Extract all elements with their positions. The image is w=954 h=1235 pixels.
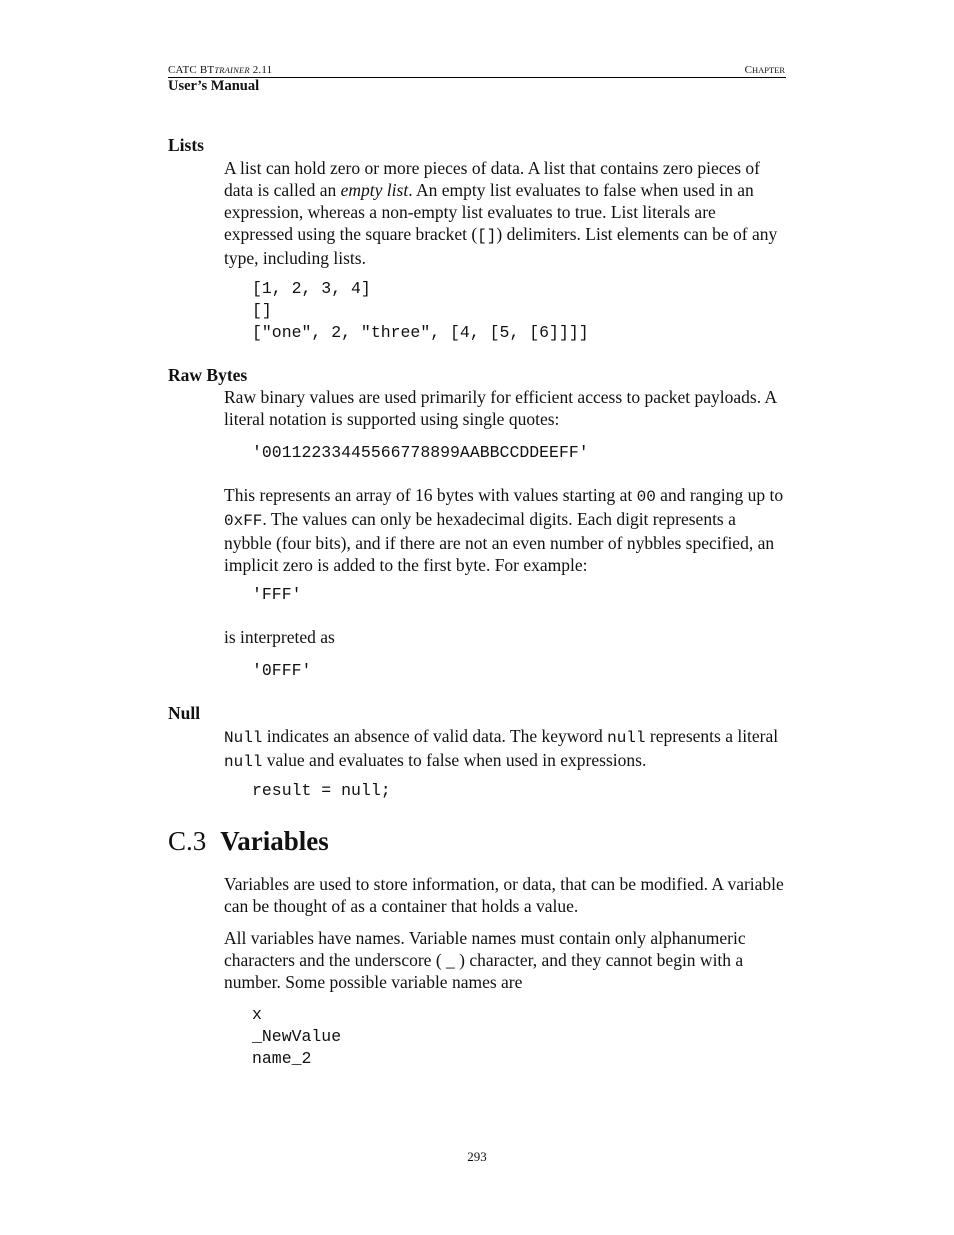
raw-bytes-code-1: '00112233445566778899AABBCCDDEEFF'	[252, 443, 589, 462]
null-paragraph	[224, 725, 786, 773]
text-run: represents a literal	[645, 726, 779, 746]
text-run: This represents an array of 16 bytes with values starting at	[224, 485, 637, 505]
code-line: name_2	[252, 1049, 312, 1068]
code-line: [1, 2, 3, 4]	[252, 279, 371, 298]
code-line: ["one", 2, "three", [4, [5, [6]]]]	[252, 323, 589, 342]
inline-code: 00	[636, 488, 656, 506]
inline-code: Null	[224, 729, 263, 747]
section-title: Variables	[220, 826, 329, 856]
chapter-label-rest: HAPTER	[751, 65, 785, 75]
raw-bytes-paragraph-1: Raw binary values are used primarily for efficient access to packet payloads. A literal notation is supported using single quotes:	[224, 387, 777, 429]
chapter-heading	[168, 826, 329, 857]
section-heading-raw-bytes: Raw Bytes	[168, 365, 248, 385]
section-heading-lists: Lists	[168, 135, 204, 155]
text-run: value and evaluates to false when used in expressions.	[262, 750, 647, 770]
manual-title: User’s Manual	[168, 78, 260, 94]
raw-bytes-paragraph-2	[224, 484, 786, 576]
inline-code: null	[607, 729, 646, 747]
code-line: []	[252, 301, 272, 320]
text-run: . An empty list evaluates to false when used in an expression, whereas a non-empty list evaluates to true. List literals are expressed using the square bracket (	[224, 180, 754, 244]
product-version: 2.11	[252, 64, 273, 76]
text-run: ) delimiters. List elements can be of any type, including lists.	[224, 224, 778, 268]
variables-paragraph-1: Variables are used to store information, or data, that can be modified. A variable can be thought of as a container that holds a value.	[224, 874, 784, 916]
term-empty-list: empty list	[340, 180, 409, 200]
chapter-label-initial: C	[744, 64, 752, 76]
null-code-block: result = null;	[252, 781, 391, 800]
header-rule	[168, 77, 786, 78]
code-line: x	[252, 1005, 262, 1024]
text-run: indicates an absence of valid data. The keyword	[262, 726, 608, 746]
text-run: and ranging up to	[655, 485, 784, 505]
section-number: C.3	[168, 826, 207, 856]
text-run: A list can hold zero or more pieces of data. A list that contains zero pieces of data is called an	[224, 158, 761, 200]
raw-bytes-paragraph-3: is interpreted as	[224, 627, 335, 647]
raw-bytes-code-2: 'FFF'	[252, 585, 302, 604]
inline-code: null	[224, 753, 263, 771]
running-header-right	[745, 64, 785, 76]
lists-paragraph	[224, 157, 786, 269]
running-header-left	[168, 64, 272, 76]
section-heading-null: Null	[168, 703, 201, 723]
product-name-smallcaps: TRAINER	[214, 65, 250, 75]
inline-code: []	[477, 227, 497, 245]
variables-paragraph-2: All variables have names. Variable names must contain only alphanumeric characters and the underscore ( _ ) character, and they cannot begin with a number. Some possible variable names are	[224, 928, 746, 992]
lists-code-block	[252, 278, 589, 344]
text-run: . The values can only be hexadecimal digits. Each digit represents a nybble (four bits), and if there are not an even number of nybbles specified, an implicit zero is added to the first byte. For example:	[224, 509, 775, 575]
raw-bytes-code-3: '0FFF'	[252, 661, 312, 680]
variables-code-block	[252, 1004, 341, 1070]
product-name: CATC BT	[168, 64, 215, 76]
code-line: _NewValue	[252, 1027, 342, 1046]
inline-code: 0xFF	[224, 512, 263, 530]
page-number: 293	[467, 1149, 487, 1164]
